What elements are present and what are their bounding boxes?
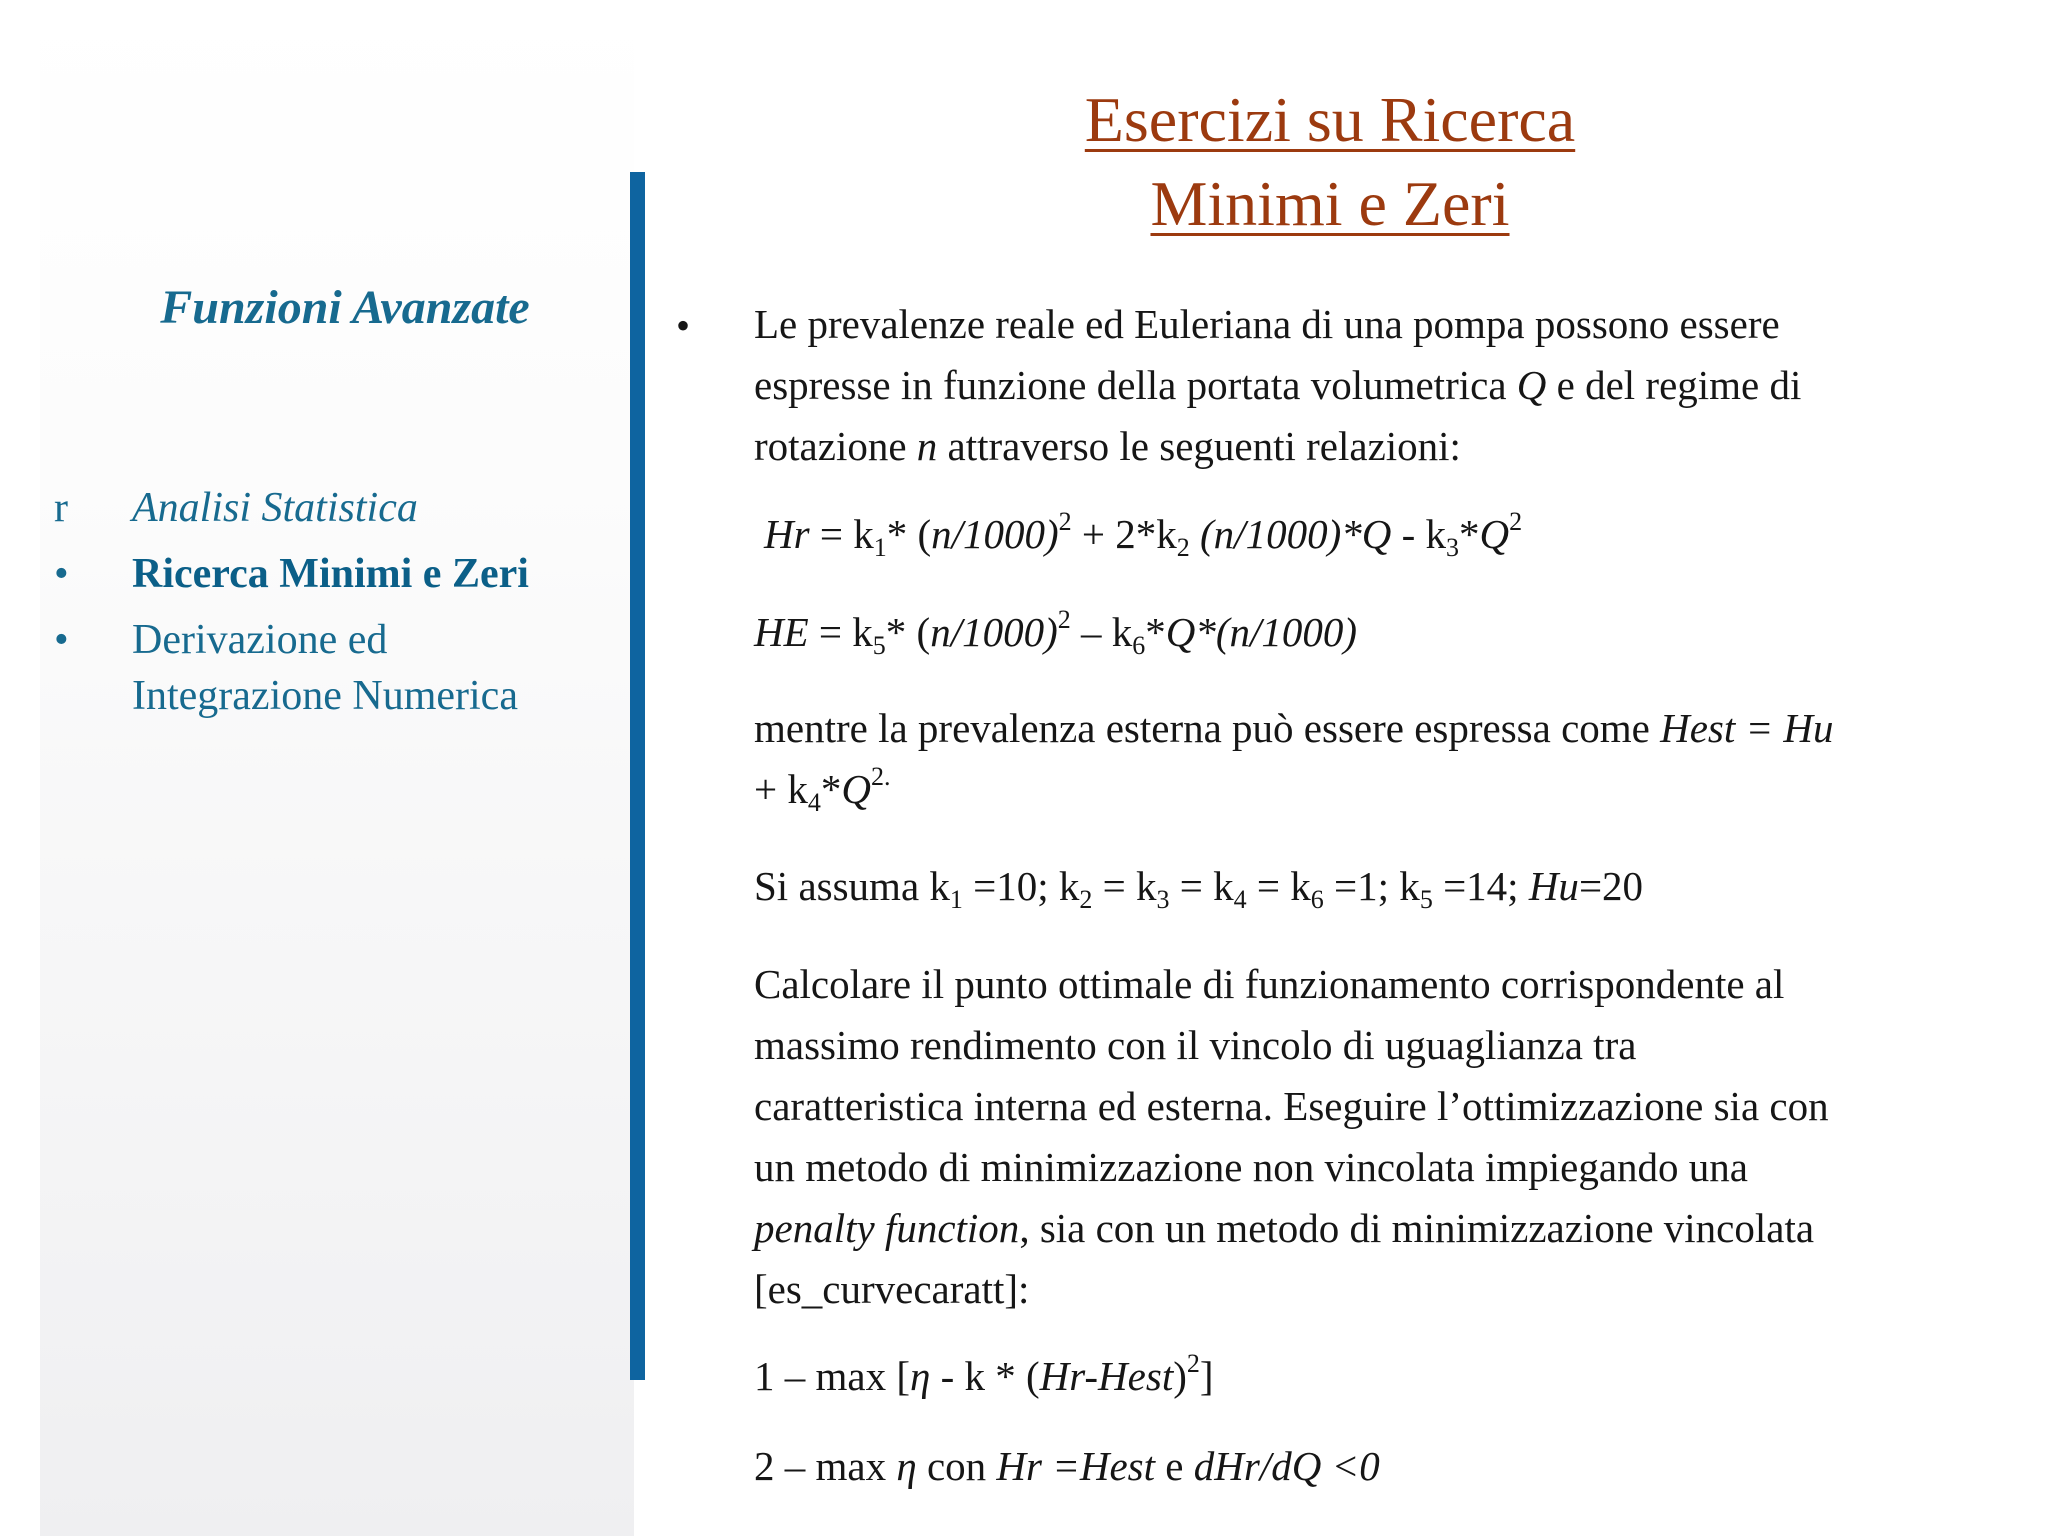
sidebar-item-label: Analisi Statistica (132, 485, 418, 531)
vertical-divider (630, 172, 645, 1380)
text: =1; k (1323, 863, 1420, 909)
subscript: 2 (1079, 885, 1093, 914)
subscript: 3 (1156, 885, 1170, 914)
subscript: 3 (1446, 533, 1459, 562)
text: e (1155, 1443, 1194, 1489)
superscript: 2. (870, 762, 891, 791)
text: 1 – max [ (754, 1353, 910, 1399)
text: = k (1246, 863, 1311, 909)
sidebar-item-label (132, 612, 602, 724)
text: , sia con un metodo di minimizzazione vincolata (1019, 1205, 1815, 1251)
var-expr: Hr-Hest (1039, 1353, 1174, 1399)
var-expr: Q*(n/1000) (1165, 609, 1358, 655)
text: ) (1173, 1353, 1187, 1399)
text: espresse in funzione della portata volumetrica (754, 362, 1517, 408)
var-Q: Q (841, 766, 871, 812)
text: - k (1391, 511, 1446, 557)
sidebar-panel (40, 0, 634, 1536)
text: 2 – max (754, 1443, 897, 1489)
text: e del regime di (1546, 362, 1802, 408)
sidebar-item-label-line1: Derivazione ed (132, 617, 388, 663)
bullet-marker: • (676, 303, 691, 348)
var-expr: dHr/dQ <0 (1193, 1443, 1380, 1489)
text: * (1145, 609, 1166, 655)
var-expr: (n/1000)*Q (1189, 511, 1392, 557)
text: ] (1199, 1353, 1214, 1399)
text: – k (1070, 609, 1133, 655)
var-expr: n/1000) (931, 511, 1059, 557)
intro-line2 (754, 362, 1801, 408)
assumption-line (754, 856, 1984, 917)
subscript: 1 (949, 885, 963, 914)
subscript: 6 (1310, 885, 1324, 914)
superscript: 2 (1186, 1349, 1200, 1378)
subscript: 5 (872, 631, 886, 660)
subscript: 4 (807, 788, 821, 817)
text: un metodo di minimizzazione non vincolata impiegando una (754, 1144, 1748, 1190)
external-head-paragraph (754, 698, 1984, 820)
option-2 (754, 1436, 1984, 1497)
text: =14; (1432, 863, 1529, 909)
text: * ( (886, 511, 932, 557)
term-penalty-function: penalty function (754, 1205, 1020, 1251)
text: con (916, 1443, 997, 1489)
var-Q: Q (1516, 362, 1547, 408)
subscript: 4 (1233, 885, 1247, 914)
equation-he (754, 602, 1984, 663)
intro-line3 (754, 423, 1461, 469)
option-1 (754, 1346, 1984, 1407)
subscript: 2 (1176, 533, 1190, 562)
superscript: 2 (1058, 507, 1072, 536)
text: mentre la prevalenza esterna può essere espressa come (754, 705, 1661, 751)
text: * (1459, 511, 1480, 557)
sidebar-heading: Funzioni Avanzate (160, 281, 530, 334)
sidebar-item-label: Ricerca Minimi e Zeri (132, 551, 529, 597)
superscript: 2 (1509, 507, 1523, 536)
superscript: 2 (1057, 605, 1071, 634)
text: = k (808, 609, 873, 655)
text: * ( (885, 609, 931, 655)
var-Hr: Hr (764, 511, 810, 557)
text: caratteristica interna ed esterna. Eseguire l’ottimizzazione sia con (754, 1083, 1829, 1129)
var-eta: η (910, 1353, 931, 1399)
sidebar-item-marker: • (54, 617, 69, 663)
slide-title-line2: Minimi e Zeri (1150, 168, 1510, 239)
text: = k (1169, 863, 1234, 909)
sidebar-item-label-line2: Integrazione Numerica (132, 673, 518, 719)
intro-line1: Le prevalenze reale ed Euleriana di una pompa possono essere (754, 301, 1780, 347)
text: + 2*k (1071, 511, 1177, 557)
text: * (820, 766, 842, 812)
var-expr: Hest = Hu (1660, 705, 1834, 751)
text: [es_curvecaratt]: (754, 1266, 1030, 1312)
sidebar-item-marker: r (54, 485, 68, 531)
text: - k * ( (930, 1353, 1040, 1399)
var-Hu: Hu (1528, 863, 1579, 909)
text: Si assuma k (754, 863, 950, 909)
text: rotazione (754, 423, 917, 469)
subscript: 1 (873, 533, 887, 562)
text: massimo rendimento con il vincolo di uguaglianza tra (754, 1022, 1637, 1068)
text: Calcolare il punto ottimale di funzionamento corrispondente al (754, 961, 1785, 1007)
equation-hr (764, 504, 1994, 565)
text: attraverso le seguenti relazioni: (937, 423, 1461, 469)
subscript: 6 (1132, 631, 1146, 660)
var-expr: Hr =Hest (996, 1443, 1156, 1489)
slide-title (800, 78, 1860, 246)
var-expr: n/1000) (930, 609, 1058, 655)
text: = k (809, 511, 874, 557)
text: = k (1092, 863, 1157, 909)
var-Q: Q (1479, 511, 1510, 557)
task-paragraph (754, 954, 1984, 1320)
text: =10; k (962, 863, 1080, 909)
text: + k (754, 766, 808, 812)
slide-title-line1: Esercizi su Ricerca (1084, 84, 1576, 155)
intro-paragraph (754, 294, 1984, 477)
var-n: n (916, 423, 938, 469)
text: =20 (1578, 863, 1644, 909)
sidebar-item-marker: • (54, 551, 69, 597)
var-eta: η (896, 1443, 917, 1489)
var-HE: HE (754, 609, 809, 655)
subscript: 5 (1419, 885, 1433, 914)
